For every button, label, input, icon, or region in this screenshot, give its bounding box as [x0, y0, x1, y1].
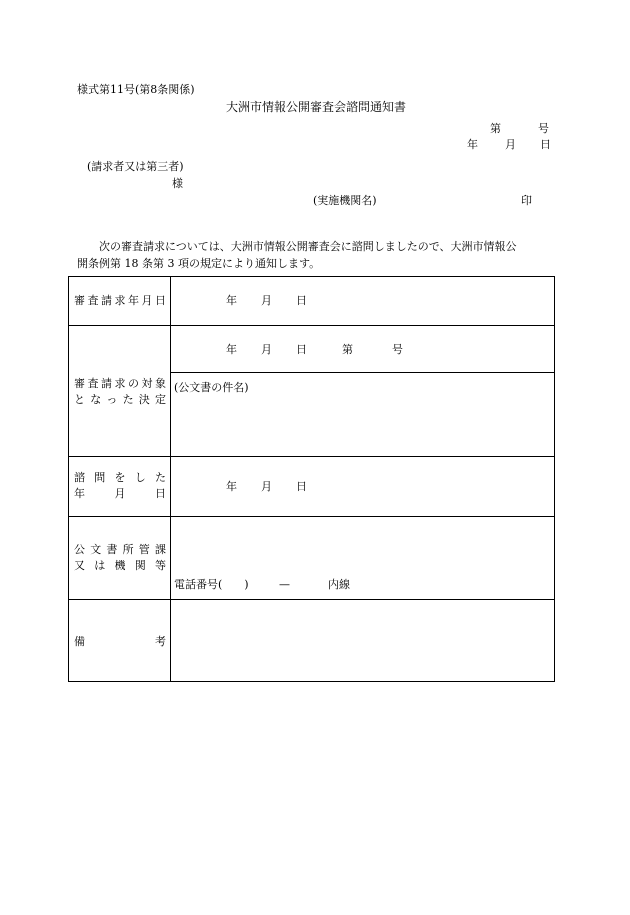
table-subrow-divider [170, 372, 555, 373]
table-row-divider [68, 599, 555, 600]
date-hi: 日 [540, 138, 551, 151]
row1-hi: 日 [296, 294, 307, 307]
row2-dai: 第 [342, 343, 353, 356]
phone-dash: — [279, 578, 290, 591]
table-row-divider [68, 325, 555, 326]
row-label-inquiry-date-hi: 日 [155, 487, 166, 500]
recipient-sama: 様 [172, 177, 183, 190]
recipient-label: (請求者又は第三者) [87, 160, 184, 173]
number-dai: 第 [490, 122, 501, 135]
phone-number-label: 電話番号( ) [174, 578, 249, 591]
remarks-char-a: 備 [74, 635, 85, 648]
row-label-request-date-text: 審査請求年月日 [74, 294, 166, 307]
row-label-department-line2: 又は機関等 [74, 559, 166, 572]
row-label-department-line1: 公文書所管課 [74, 543, 166, 556]
row-label-remarks-text [74, 634, 166, 650]
form-number: 様式第11号(第8条関係) [77, 83, 195, 96]
row-label-department [74, 542, 166, 574]
row2-go: 号 [392, 343, 403, 356]
document-title: 大洲市情報公開審査会諮問通知書 [226, 100, 407, 114]
row2-nen: 年 [226, 343, 237, 356]
notice-line-1: 次の審査請求については、大洲市情報公開審査会に諮問しましたので、大洲市情報公 [99, 240, 517, 253]
date-tsuki: 月 [505, 138, 516, 151]
extension-label: 内線 [328, 578, 350, 591]
notice-line-2: 開条例第 18 条第 3 項の規定により通知します。 [77, 257, 321, 270]
row-label-decision [74, 376, 166, 408]
agency-name: (実施機関名) [313, 194, 377, 207]
row1-nen: 年 [226, 294, 237, 307]
row-label-inquiry-date-tsuki: 月 [114, 487, 126, 500]
row-label-inquiry-date-line2 [74, 486, 166, 502]
row-label-decision-line1: 審査請求の対象 [74, 377, 166, 390]
table-column-divider [170, 276, 171, 682]
row2-tsuki: 月 [261, 343, 272, 356]
row3-nen: 年 [226, 480, 237, 493]
row3-tsuki: 月 [261, 480, 272, 493]
date-nen: 年 [467, 138, 478, 151]
table-row-divider [68, 516, 555, 517]
seal-mark: 印 [521, 194, 532, 207]
row-label-remarks [74, 634, 166, 650]
row3-hi: 日 [296, 480, 307, 493]
row-label-inquiry-date-line1: 諮問をした [74, 471, 166, 484]
row2-hi: 日 [296, 343, 307, 356]
row-label-inquiry-date-nen: 年 [74, 487, 85, 500]
remarks-char-b: 考 [155, 635, 166, 648]
row-label-decision-line2: となった決定 [74, 393, 166, 406]
document-name-label: (公文書の件名) [174, 381, 249, 394]
notice-paragraph [77, 238, 557, 272]
table-row-divider [68, 456, 555, 457]
row1-tsuki: 月 [261, 294, 272, 307]
number-go: 号 [538, 122, 549, 135]
row-label-inquiry-date [74, 470, 166, 502]
row-label-request-date [74, 293, 166, 309]
